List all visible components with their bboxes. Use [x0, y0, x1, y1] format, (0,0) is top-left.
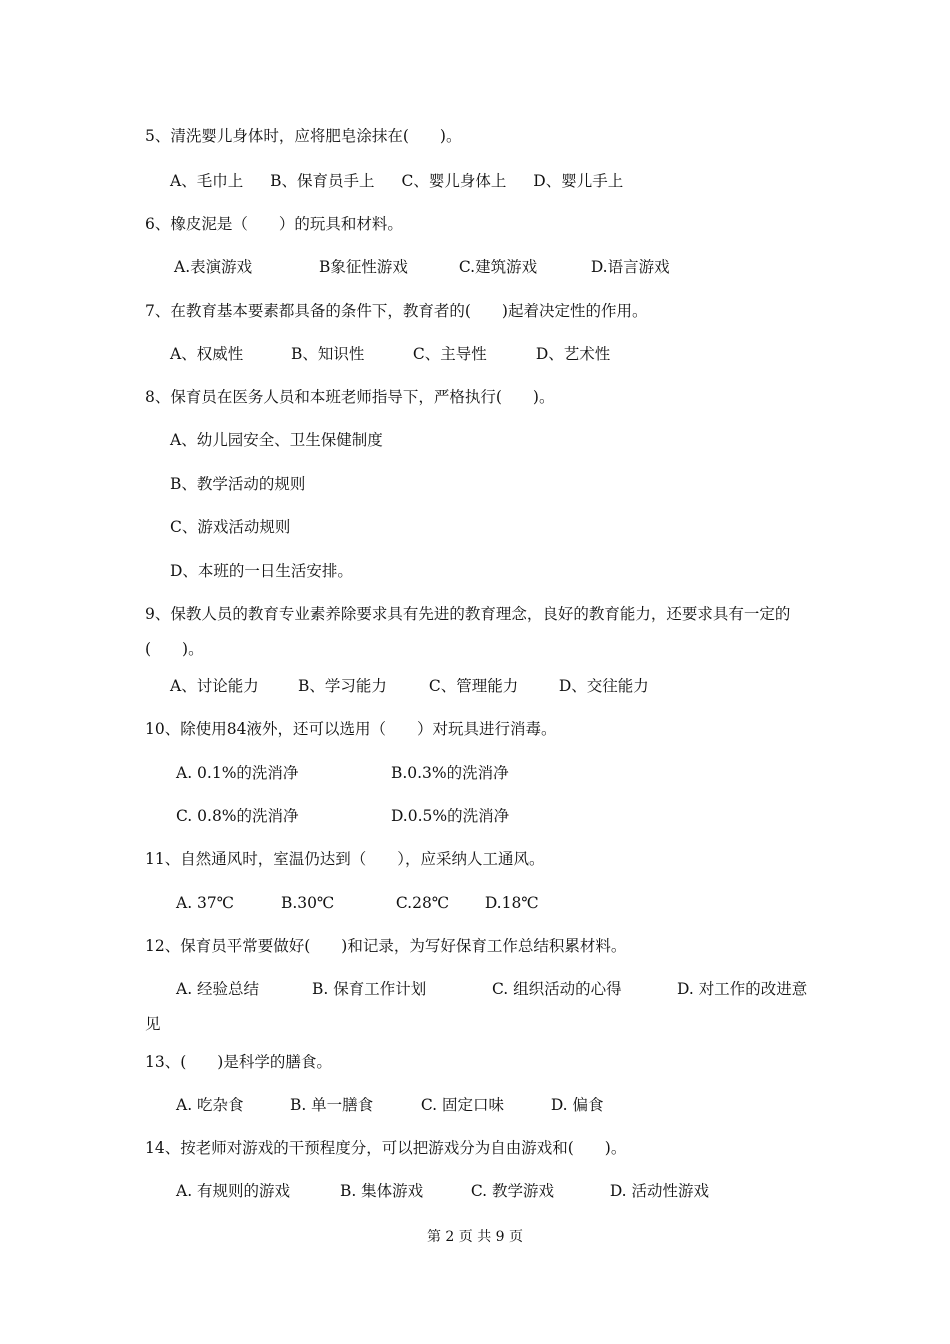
question-10-options-row-2 [176, 806, 509, 827]
question-8-option-c: C、游戏活动规则 [170, 518, 291, 536]
option-c: C.建筑游戏 [458, 258, 538, 276]
option-a: A、权威性 [170, 345, 244, 363]
option-a: A. 吃杂食 [176, 1096, 244, 1114]
option-b: B象征性游戏 [318, 258, 408, 276]
option-b: B. 保育工作计划 [312, 980, 427, 998]
question-10-options-row-1 [176, 763, 509, 784]
question-7-options [170, 344, 610, 365]
option-c: C、管理能力 [428, 677, 519, 695]
option-d: D、艺术性 [535, 345, 611, 363]
option-c: C. 教学游戏 [470, 1182, 555, 1200]
option-a: A、毛巾上 [170, 172, 244, 190]
option-c: C.28℃ [395, 894, 450, 912]
option-d: D. 活动性游戏 [609, 1182, 710, 1200]
question-8-option-d: D、本班的一日生活安排。 [170, 562, 353, 580]
option-d: D.18℃ [484, 894, 539, 912]
option-b: B、保育员手上 [270, 172, 375, 190]
question-6-stem: 6、橡皮泥是（ ）的玩具和材料。 [145, 215, 403, 233]
option-b: B. 单一膳食 [289, 1096, 374, 1114]
option-a: A. 37℃ [176, 894, 235, 912]
question-9-options [170, 676, 649, 697]
option-d: D. 偏食 [550, 1096, 604, 1114]
question-13-stem: 13、( )是科学的膳食。 [145, 1053, 332, 1071]
option-a: A、讨论能力 [170, 677, 259, 695]
question-8-option-b: B、教学活动的规则 [170, 475, 306, 493]
option-c: C. 固定口味 [420, 1096, 505, 1114]
option-c: C、婴儿身体上 [401, 172, 507, 190]
option-d: D.0.5%的洗消净 [390, 807, 510, 825]
option-a: A. 经验总结 [176, 980, 260, 998]
question-9-stem: 9、保教人员的教育专业素养除要求具有先进的教育理念，良好的教育能力，还要求具有一定的( )。 [145, 605, 791, 658]
option-a: A. 0.1%的洗消净 [176, 764, 299, 782]
question-5-options [170, 171, 623, 192]
option-d: D. 对工作的改进意见 [145, 980, 808, 1033]
question-12-stem: 12、保育员平常要做好( )和记录，为写好保育工作总结积累材料。 [145, 937, 627, 955]
option-b: B.0.3%的洗消净 [390, 764, 509, 782]
question-7-stem: 7、在教育基本要素都具备的条件下，教育者的( )起着决定性的作用。 [145, 302, 648, 320]
question-10-stem: 10、除使用84液外，还可以选用（ ）对玩具进行消毒。 [145, 720, 557, 738]
option-d: D、婴儿手上 [533, 172, 624, 190]
option-d: D.语言游戏 [590, 258, 670, 276]
option-c: C. 0.8%的洗消净 [176, 807, 299, 825]
option-b: B.30℃ [280, 894, 335, 912]
question-14-stem: 14、按老师对游戏的干预程度分，可以把游戏分为自由游戏和( )。 [145, 1139, 627, 1157]
question-12-options [145, 972, 810, 1042]
page-number-footer: 第 2 页 共 9 页 [426, 1229, 524, 1245]
option-b: B. 集体游戏 [339, 1182, 424, 1200]
question-8-option-a: A、幼儿园安全、卫生保健制度 [170, 431, 383, 449]
option-b: B、知识性 [290, 345, 365, 363]
option-d: D、交往能力 [558, 677, 649, 695]
question-8-stem: 8、保育员在医务人员和本班老师指导下，严格执行( )。 [145, 388, 555, 406]
question-5-stem: 5、清洗婴儿身体时，应将肥皂涂抹在( )。 [145, 127, 462, 145]
question-14-options [176, 1181, 709, 1202]
option-c: C. 组织活动的心得 [492, 980, 622, 998]
question-6-options [174, 257, 670, 278]
option-a: A.表演游戏 [174, 258, 253, 276]
option-b: B、学习能力 [297, 677, 387, 695]
question-13-options [176, 1095, 604, 1116]
question-11-options [176, 893, 539, 914]
question-11-stem: 11、自然通风时，室温仍达到（ ），应采纳人工通风。 [145, 850, 545, 868]
option-c: C、主导性 [412, 345, 487, 363]
option-a: A. 有规则的游戏 [176, 1182, 291, 1200]
